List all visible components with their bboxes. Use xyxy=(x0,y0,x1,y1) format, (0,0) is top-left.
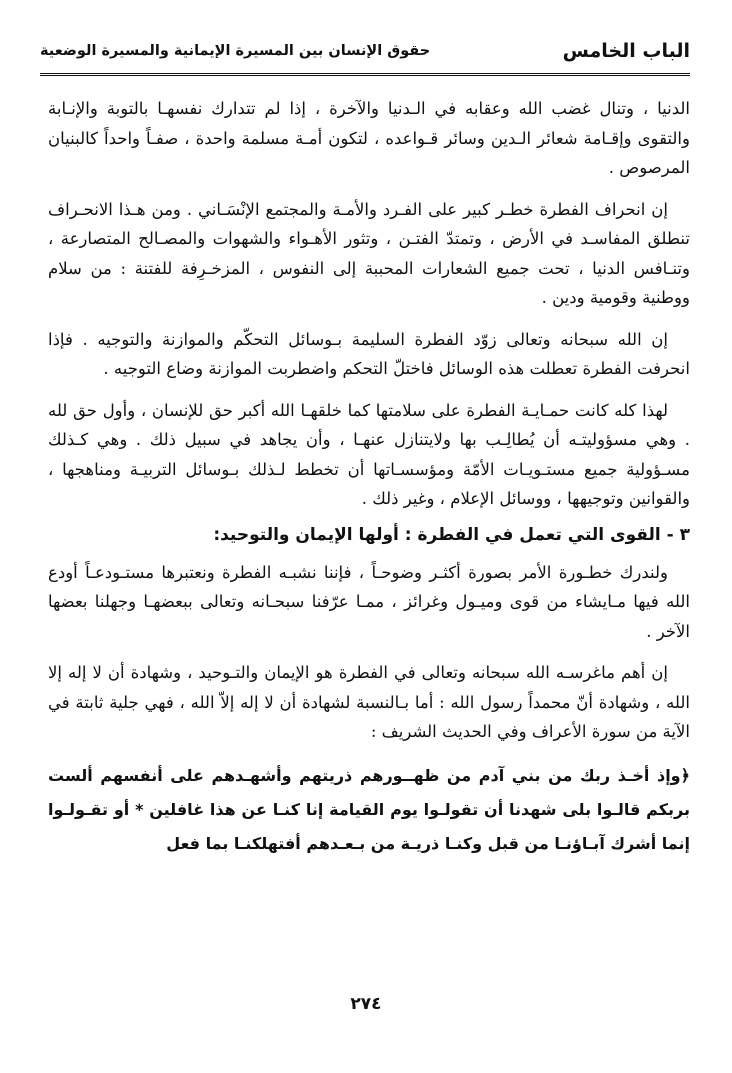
page-number: ٢٧٤ xyxy=(350,994,382,1014)
body-text xyxy=(48,94,690,861)
quran-verse: ﴿وإذ أخـذ ربك من بني آدم من ظهــورهم ذريتهم وأشهـدهم على أنفسهم ألست بربكم قالـوا بلى شهدنا أن تقولـوا يوم القيامة إنا كنـا عن هذا غافلين * أو تقـولـوا إنما أشرك آبـاؤنـا من قبل وكنـا ذريـة من بـعـدهم أفتهلكنـا بما فعل xyxy=(48,765,690,853)
running-header xyxy=(40,38,690,68)
paragraph: إن أهم ماغرسـه الله سبحانه وتعالى في الفطرة هو الإيمان والتـوحيد ، وشهادة أن لا إله إلا الله ، وشهادة أنّ محمداً رسول الله : أما بـالنسبة لشهادة أن لا إله إلاّ الله ، فهي جلية ثابتة في الآية من سورة الأعراف وفي الحديث الشريف : xyxy=(48,663,690,741)
paragraph: الدنيا ، وتنال غضب الله وعقابه في الـدنيا والآخرة ، إذا لم تتدارك نفسهـا بالتوبة والإنـابة والتقوى وإقـامة شعائر الـدين وسائر قـواعده ، لتكون أمـة مسلمة واحدة ، صفـاً واحداً كالبنيان المرصوص . xyxy=(48,99,690,177)
header-divider xyxy=(40,73,690,76)
section-heading: ٣ - القوى التي تعمل في الفطرة : أولها الإيمان والتوحيد: xyxy=(213,524,690,545)
paragraph: إن الله سبحانه وتعالى زوّد الفطرة السليمة بـوسائل التحكّم والموازنة والتوجيه . فإذا انحرفت الفطرة تعطلت هذه الوسائل فاختلّ التحكم واضطربت الموازنة وضاع التوجيه . xyxy=(48,329,690,378)
paragraph: لهذا كله كانت حمـايـة الفطرة على سلامتها كما خلقهـا الله أكبر حق للإنسان ، وأول حق لله . وهي مسؤوليتـه أن يُطالِـب بها ولايتنازل عنهـا ، وأن يجاهد في سبيل ذلك . وهي كـذلك مسـؤولية جميع مستـويـات الأمّة ومؤسسـاتها أن تخطط لـذلك بـوسائل التربيـة ومناهجها ، والقوانين وتوجيهها ، ووسائل الإعلام ، وغير ذلك . xyxy=(48,400,690,508)
book-title: حقوق الإنسان بين المسيرة الإيمانية والمسيرة الوضعية xyxy=(40,43,431,59)
paragraph: إن انحراف الفطرة خطـر كبير على الفـرد والأمـة والمجتمع الإنْسَـاني . ومن هـذا الانحـراف تنطلق المفاسـد في الأرض ، وتمتدّ الفتـن ، وتثور الأهـواء والشهوات والمصـالح المتصارعة ، وتنـافس الدنيا ، تحت جميع الشعارات المحببة إلى النفوس ، المزخـرِفة للفتنة : من سلام ووطنية وقومية ودين . xyxy=(48,199,690,307)
paragraph: ولندرك خطـورة الأمر بصورة أكثـر وضوحـاً ، فإننا نشبـه الفطرة ونعتبرها مستـودعـاً أودع الله فيها مـايشاء من قوى وميـول وغرائز ، ممـا عرّفنا سبحـانه وتعالى ببعضهـا وجهلنا بعضها الآخر . xyxy=(48,562,690,641)
chapter-label: الباب الخامس xyxy=(562,40,690,62)
